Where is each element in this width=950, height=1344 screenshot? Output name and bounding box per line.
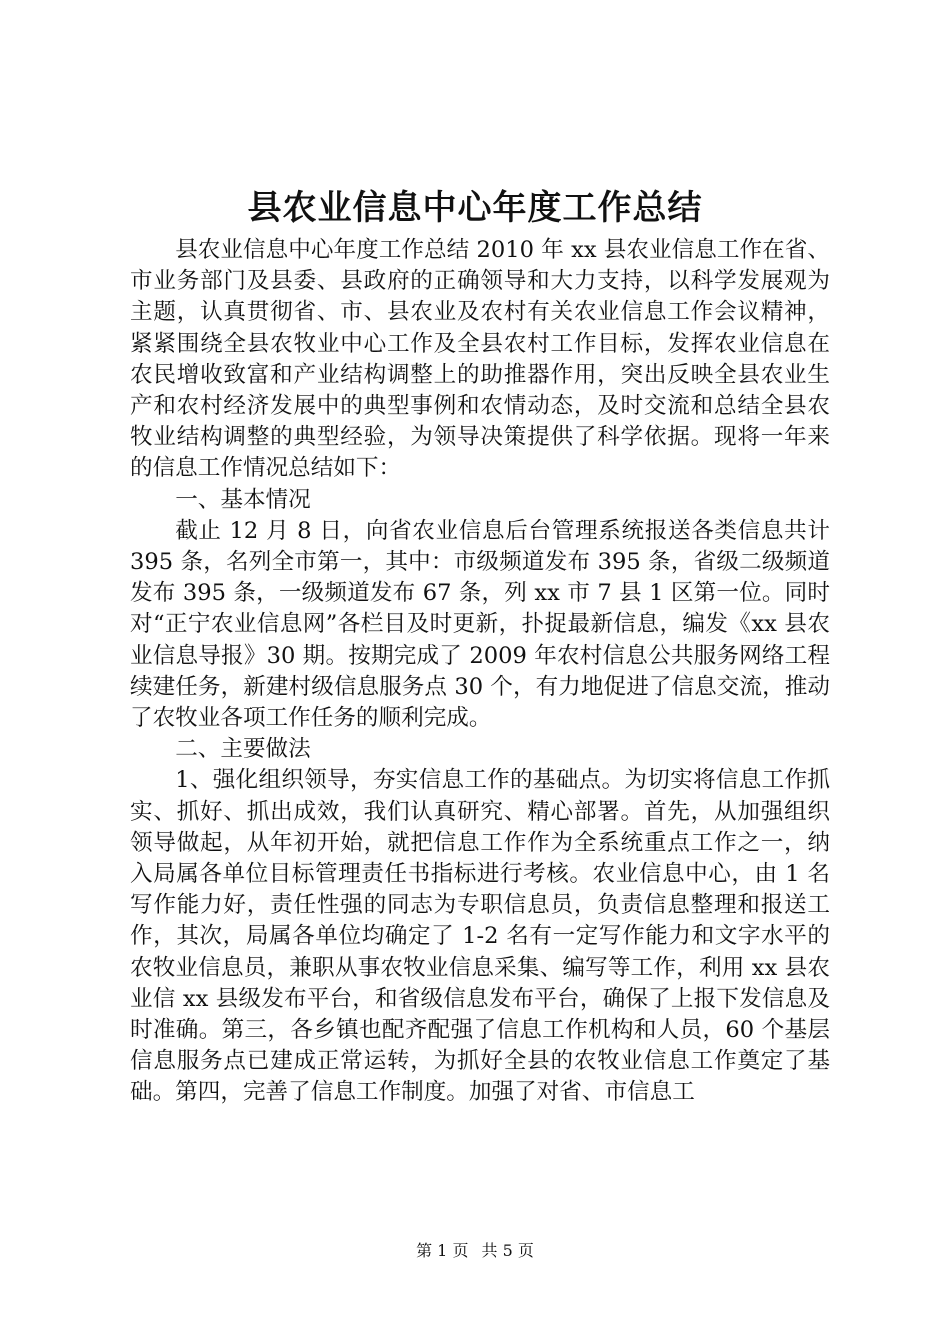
page-footer — [0, 1240, 950, 1262]
paragraph-intro: 县农业信息中心年度工作总结 2010 年 xx 县农业信息工作在省、市业务部门及县委、县政府的正确领导和大力支持，以科学发展观为主题，认真贯彻省、市、县农业及农村有关农业信息工作会议精神，紧紧围绕全县农牧业中心工作及全县农村工作目标，发挥农业信息在农民增收致富和产业结构调整上的助推器作用，突出反映全县农业生产和农村经济发展中的典型事例和农情动态，及时交流和总结全县农牧业结构调整的典型经验，为领导决策提供了科学依据。现将一年来的信息工作情况总结如下： — [130, 237, 830, 482]
paragraph-basic-situation: 截止 12 月 8 日，向省农业信息后台管理系统报送各类信息共计 395 条，名列全市第一，其中：市级频道发布 395 条，省级二级频道发布 395 条，一级频道发布 67 条，列 xx 市 7 县 1 区第一位。同时对“正宁农业信息网”各栏目及时更新，扑捉最新信息，编发《xx 县农业信息导报》30 期。按期完成了 2009 年农村信息公共服务网络工程续建任务，新建村级信息服务点 30 个，有力地促进了信息交流，推动了农牧业各项工作任务的顺利完成。 — [130, 517, 830, 732]
paragraph-main-practices: 1、强化组织领导，夯实信息工作的基础点。为切实将信息工作抓实、抓好、抓出成效，我们认真研究、精心部署。首先，从加强组织领导做起，从年初开始，就把信息工作作为全系统重点工作之一，纳入局属各单位目标管理责任书指标进行考核。农业信息中心，由 1 名写作能力好，责任性强的同志为专职信息员，负责信息整理和报送工作，其次，局属各单位均确定了 1-2 名有一定写作能力和文字水平的农牧业信息员，兼职从事农牧业信息采集、编写等工作，利用 xx 县农业信 xx 县级发布平台，和省级信息发布平台，确保了上报下发信息及时准确。第三，各乡镇也配齐配强了信息工作机构和人员，60 个基层信息服务点已建成正常运转，为抓好全县的农牧业信息工作奠定了基础。第四，完善了信息工作制度。加强了对省、市信息工 — [130, 767, 830, 1106]
page-total: 共 5 页 — [481, 1241, 534, 1260]
document-body — [130, 235, 830, 1109]
heading-main-practices: 二、主要做法 — [175, 736, 311, 763]
page-number: 第 1 页 — [416, 1241, 469, 1260]
document-title: 县农业信息中心年度工作总结 — [247, 188, 703, 228]
heading-basic-situation: 一、基本情况 — [175, 486, 311, 513]
